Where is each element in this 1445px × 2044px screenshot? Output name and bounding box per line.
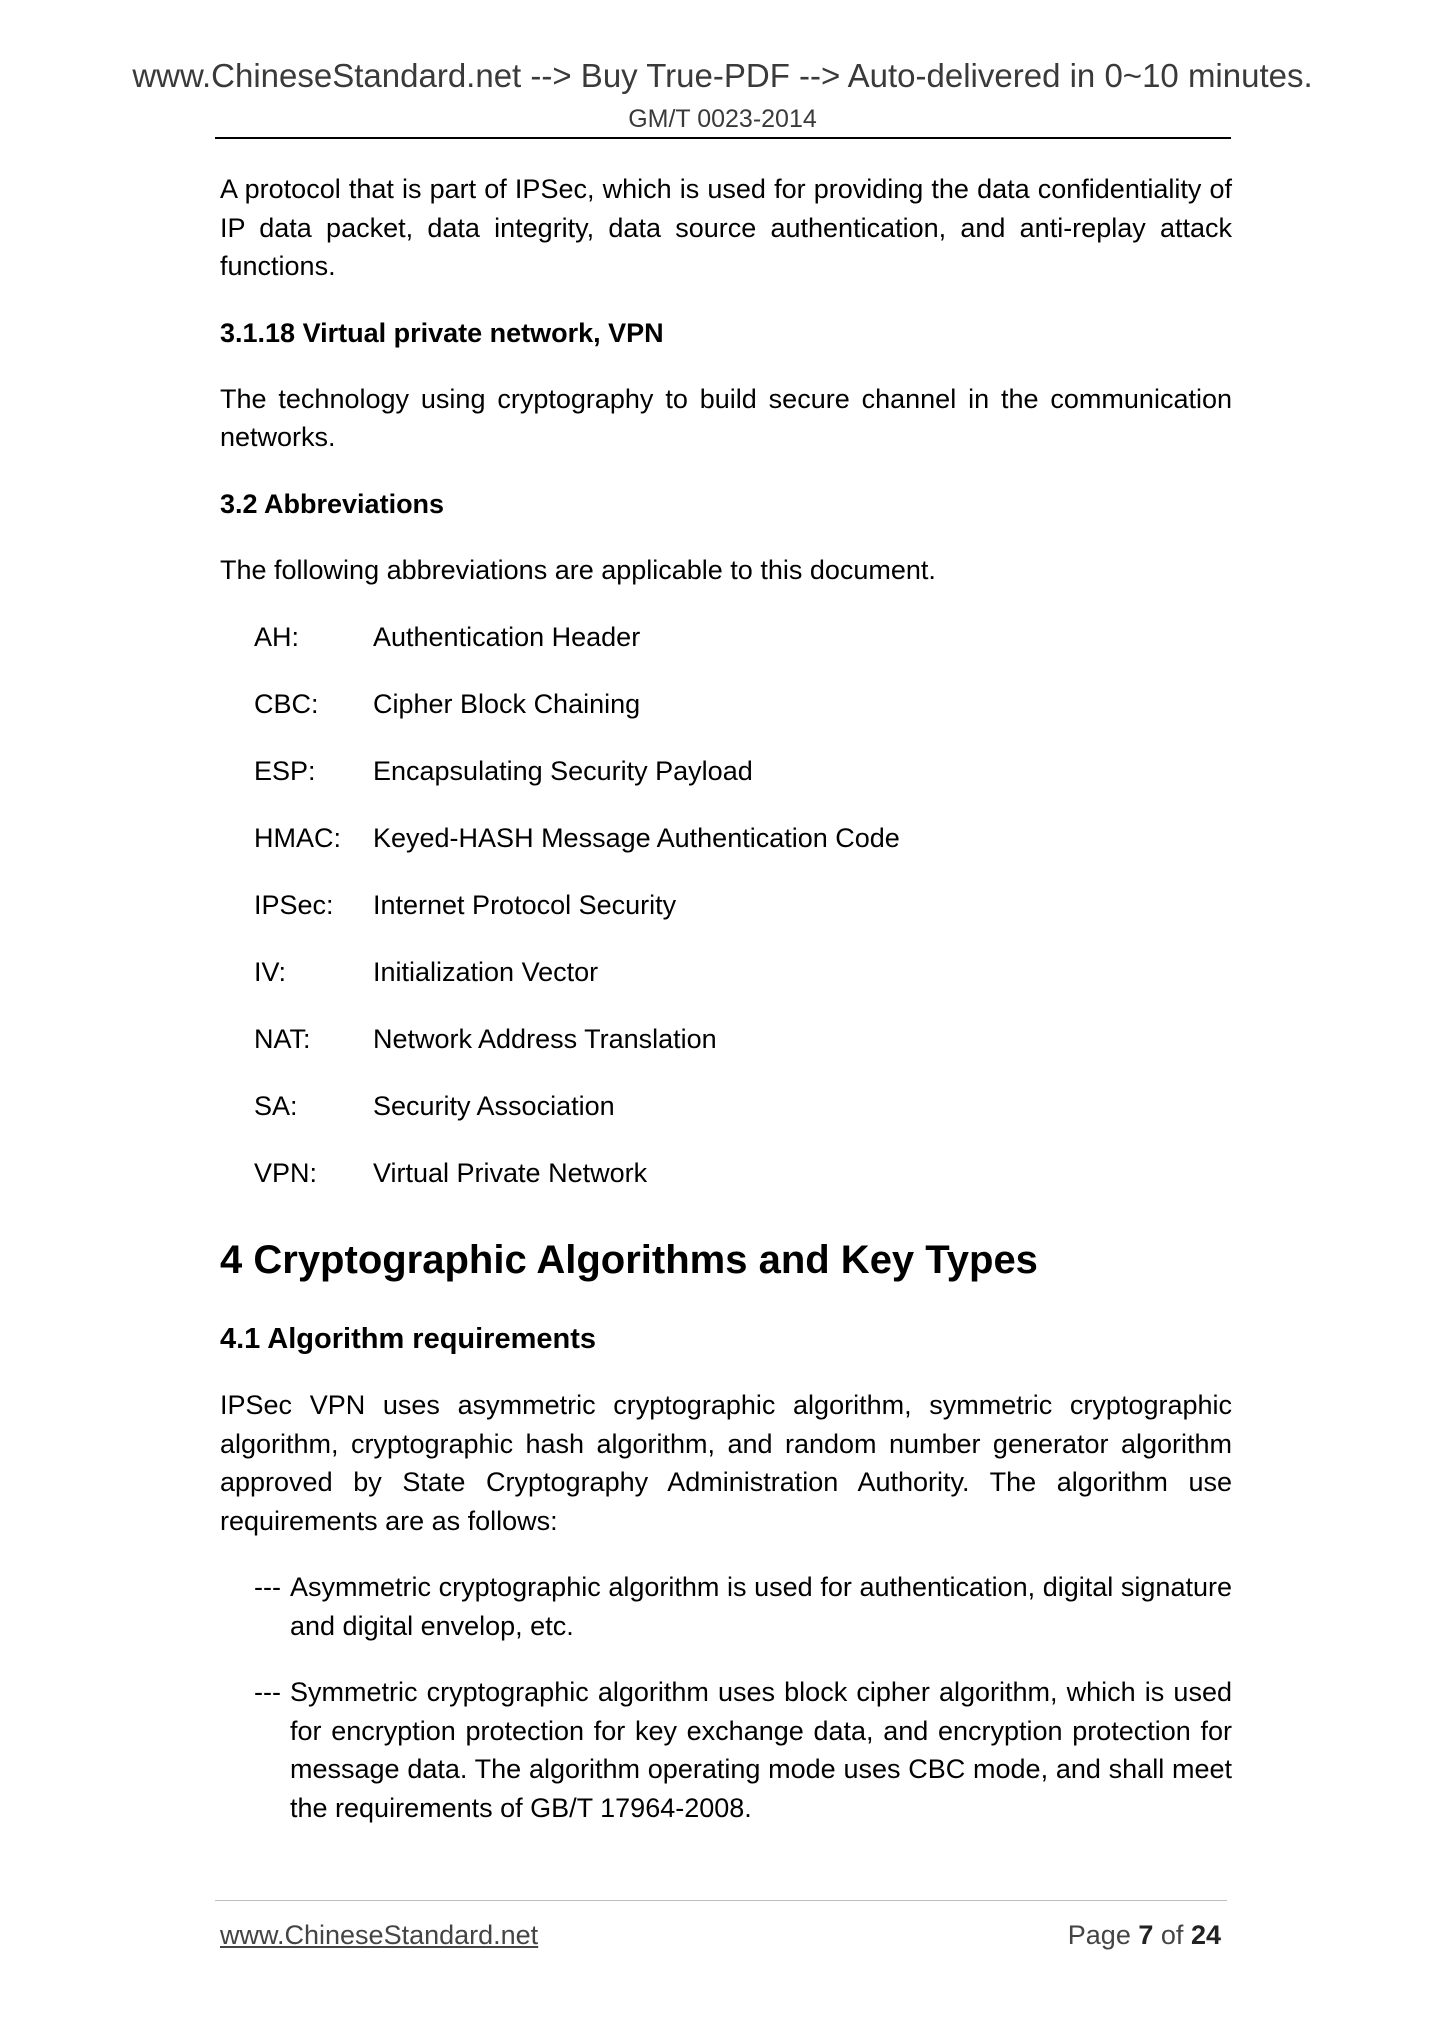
chapter-4-title: 4 Cryptographic Algorithms and Key Types <box>220 1238 1038 1282</box>
abbreviation-item <box>220 1087 1232 1125</box>
abbreviation-term: CBC: <box>254 689 319 719</box>
abbreviation-item <box>220 819 1232 857</box>
bullet-dash: --- <box>254 1677 281 1707</box>
abbreviation-term: HMAC: <box>254 823 341 853</box>
intro-paragraph: A protocol that is part of IPSec, which is used for providing the data confidentiality of IP data packet, data integrity, data source authentication, and anti-replay attack functions. <box>220 174 1232 281</box>
abbreviations-intro: The following abbreviations are applicable to this document. <box>220 554 936 585</box>
abbreviation-definition: Internet Protocol Security <box>373 890 677 920</box>
abbreviation-definition: Network Address Translation <box>373 1024 717 1054</box>
abbreviation-term: IV: <box>254 957 287 987</box>
abbreviation-term: SA: <box>254 1091 298 1121</box>
abbreviation-item <box>220 752 1232 790</box>
abbreviation-definition: Keyed-HASH Message Authentication Code <box>373 823 900 853</box>
abbreviation-list <box>220 589 1232 1192</box>
page-of: of <box>1160 1920 1184 1950</box>
abbreviation-term: AH: <box>254 622 300 652</box>
paragraph-4-1: IPSec VPN uses asymmetric cryptographic algorithm, symmetric cryptographic algorithm, cryptographic hash algorithm, and random number generator algorithm approved by State Cryptography Administration Authority. The algorithm use requirements are as follows: <box>220 1390 1232 1536</box>
heading-3-1-18: 3.1.18 Virtual private network, VPN <box>220 317 664 348</box>
footer-site-link[interactable]: www.ChineseStandard.net <box>220 1920 539 1950</box>
abbreviation-definition: Cipher Block Chaining <box>373 689 641 719</box>
page-content <box>220 170 1232 1827</box>
document-id: GM/T 0023-2014 <box>628 105 817 133</box>
abbreviation-definition: Security Association <box>373 1091 615 1121</box>
page-prefix: Page <box>1067 1920 1131 1950</box>
page-indicator <box>1068 1918 1221 1952</box>
bullet-text: Asymmetric cryptographic algorithm is used for authentication, digital signature and digital envelop, etc. <box>290 1572 1232 1641</box>
heading-3-2: 3.2 Abbreviations <box>220 488 445 519</box>
abbreviation-term: VPN: <box>254 1158 318 1188</box>
abbreviation-definition: Virtual Private Network <box>373 1158 648 1188</box>
abbreviation-item <box>220 1020 1232 1058</box>
bullet-item <box>220 1673 1232 1827</box>
abbreviation-item <box>220 1154 1232 1192</box>
abbreviation-item <box>220 953 1232 991</box>
abbreviation-item <box>220 685 1232 723</box>
heading-4-1: 4.1 Algorithm requirements <box>220 1323 597 1355</box>
abbreviation-definition: Encapsulating Security Payload <box>373 756 753 786</box>
abbreviation-item <box>220 618 1232 656</box>
abbreviation-term: NAT: <box>254 1024 311 1054</box>
bullet-text: Symmetric cryptographic algorithm uses block cipher algorithm, which is used for encryption protection for key exchange data, and encryption protection for message data. The algorithm operating mode uses CBC mode, and shall meet the requirements of GB/T 17964-2008. <box>290 1677 1232 1823</box>
bullet-item <box>220 1568 1232 1645</box>
page-current: 7 <box>1138 1920 1154 1950</box>
paragraph-3-1-18: The technology using cryptography to build secure channel in the communication networks. <box>220 383 1232 452</box>
abbreviation-term: ESP: <box>254 756 316 786</box>
page-total: 24 <box>1190 1920 1221 1950</box>
header-divider <box>215 137 1231 139</box>
abbreviation-item <box>220 886 1232 924</box>
bullet-dash: --- <box>254 1572 281 1602</box>
abbreviation-term: IPSec: <box>254 890 334 920</box>
header-banner: www.ChineseStandard.net --> Buy True-PDF --> Auto-delivered in 0~10 minutes. <box>132 57 1313 94</box>
abbreviation-definition: Initialization Vector <box>373 957 599 987</box>
abbreviation-definition: Authentication Header <box>373 622 641 652</box>
footer-divider <box>215 1900 1227 1901</box>
